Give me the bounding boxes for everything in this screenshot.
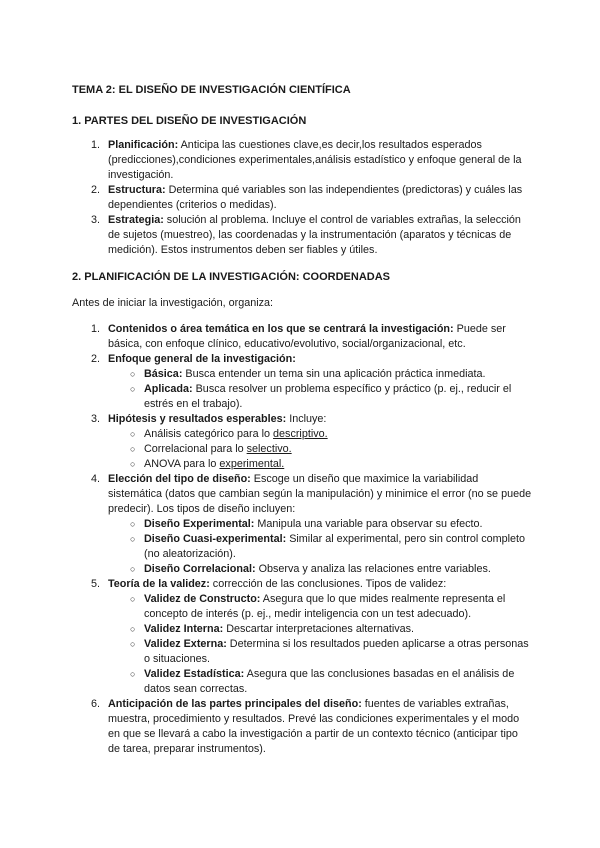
sub-text: Asegura que lo que mides realmente representa el concepto de interés (p. ej., medir inteligencia con un test adecuado). bbox=[144, 593, 506, 620]
list-item bbox=[72, 577, 532, 697]
item-text: solución al problema. Incluye el control de variables extrañas, la selección de sujetos (muestreo), las coordenadas y la instrumentación (aparatos y técnicas de medición). Estos instrumentos deben ser fiables y útiles. bbox=[108, 214, 521, 256]
bullet-icon: ○ bbox=[130, 669, 136, 679]
sub-text: Asegura que las conclusiones basadas en el análisis de datos sean correctas. bbox=[144, 668, 515, 695]
item-term: Enfoque general de la investigación: bbox=[108, 353, 296, 365]
section-2-intro: Antes de iniciar la investigación, organiza: bbox=[72, 297, 274, 309]
item-number: 6. bbox=[91, 698, 101, 710]
bullet-icon: ○ bbox=[130, 534, 136, 544]
sublist-item bbox=[108, 667, 532, 697]
item-term: Teoría de la validez: bbox=[108, 578, 210, 590]
sublist-item bbox=[108, 592, 532, 622]
item-number: 1. bbox=[91, 323, 101, 335]
item-term: Anticipación de las partes principales del diseño: bbox=[108, 698, 362, 710]
enfoque-sublist bbox=[108, 367, 532, 412]
sublist-item bbox=[108, 367, 532, 382]
bullet-icon: ○ bbox=[130, 459, 136, 469]
sub-text: Descartar interpretaciones alternativas. bbox=[223, 623, 415, 635]
sub-text: Similar al experimental, pero sin control completo (no aleatorización). bbox=[144, 533, 526, 560]
sub-link[interactable]: selectivo. bbox=[246, 443, 292, 455]
sub-term: Básica: bbox=[144, 368, 183, 380]
sublist-item bbox=[108, 457, 532, 472]
item-number: 3. bbox=[91, 413, 101, 425]
item-number: 2. bbox=[91, 353, 101, 365]
list-item bbox=[72, 322, 532, 352]
sub-text: Observa y analiza las relaciones entre variables. bbox=[255, 563, 491, 575]
sublist-item bbox=[108, 532, 532, 562]
bullet-icon: ○ bbox=[130, 639, 136, 649]
item-text: Anticipa las cuestiones clave,es decir,los resultados esperados (predicciones),condiciones experimentales,análisis estadístico y enfoque general de la investigación. bbox=[108, 139, 522, 181]
bullet-icon: ○ bbox=[130, 564, 136, 574]
item-text: Determina qué variables son las independientes (predictoras) y cuáles las dependientes (criterios o medidas). bbox=[108, 184, 523, 211]
sublist-item bbox=[108, 442, 532, 457]
sub-text: Manipula una variable para observar su efecto. bbox=[254, 518, 483, 530]
hipotesis-sublist bbox=[108, 427, 532, 472]
sub-text: Determina si los resultados pueden aplicarse a otras personas o situaciones. bbox=[144, 638, 529, 665]
item-text: Puede ser básica, con enfoque clínico, educativo/evolutivo, social/organizacional, etc. bbox=[108, 323, 506, 350]
item-number: 2. bbox=[91, 184, 101, 196]
sub-term: Validez Estadística: bbox=[144, 668, 245, 680]
bullet-icon: ○ bbox=[130, 519, 136, 529]
sublist-item bbox=[108, 637, 532, 667]
bullet-icon: ○ bbox=[130, 369, 136, 379]
sub-term: Diseño Cuasi-experimental: bbox=[144, 533, 287, 545]
item-text: corrección de las conclusiones. Tipos de validez: bbox=[209, 578, 447, 590]
sublist-item bbox=[108, 517, 532, 532]
item-term: Planificación: bbox=[108, 139, 179, 151]
sublist-item bbox=[108, 562, 532, 577]
item-number: 1. bbox=[91, 139, 101, 151]
list-item bbox=[72, 412, 532, 472]
list-item bbox=[72, 472, 532, 577]
item-number: 5. bbox=[91, 578, 101, 590]
list-item bbox=[72, 213, 532, 258]
item-term: Estructura: bbox=[108, 184, 166, 196]
bullet-icon: ○ bbox=[130, 444, 136, 454]
list-item bbox=[72, 697, 532, 757]
sub-term: Validez Interna: bbox=[144, 623, 224, 635]
validez-sublist bbox=[108, 592, 532, 697]
section-2-heading: 2. PLANIFICACIÓN DE LA INVESTIGACIÓN: COORDENADAS bbox=[72, 271, 390, 283]
item-number: 4. bbox=[91, 473, 101, 485]
item-term: Hipótesis y resultados esperables: bbox=[108, 413, 287, 425]
sub-link[interactable]: descriptivo. bbox=[273, 428, 328, 440]
disenos-sublist bbox=[108, 517, 532, 577]
section-1-heading: 1. PARTES DEL DISEÑO DE INVESTIGACIÓN bbox=[72, 115, 307, 127]
sub-text: Correlacional para lo bbox=[144, 443, 247, 455]
section-1-list bbox=[72, 138, 532, 258]
sublist-item bbox=[108, 382, 532, 412]
bullet-icon: ○ bbox=[130, 384, 136, 394]
sub-link[interactable]: experimental. bbox=[219, 458, 285, 470]
item-text: Escoge un diseño que maximice la variabilidad sistemática (datos que cambian según la manipulación) y minimice el error (no se puede predecir). Los tipos de diseño incluyen: bbox=[108, 473, 532, 515]
sub-term: Diseño Experimental: bbox=[144, 518, 255, 530]
sub-text: Análisis categórico para lo bbox=[144, 428, 274, 440]
sub-text: Busca resolver un problema específico y práctico (p. ej., reducir el estrés en el trabajo). bbox=[144, 383, 512, 410]
document-title: TEMA 2: EL DISEÑO DE INVESTIGACIÓN CIENTÍFICA bbox=[72, 84, 351, 96]
sub-term: Diseño Correlacional: bbox=[144, 563, 256, 575]
sublist-item bbox=[108, 427, 532, 442]
sub-term: Aplicada: bbox=[144, 383, 193, 395]
item-number: 3. bbox=[91, 214, 101, 226]
item-term: Contenidos o área temática en los que se centrará la investigación: bbox=[108, 323, 454, 335]
item-term: Estrategia: bbox=[108, 214, 164, 226]
list-item bbox=[72, 138, 532, 183]
bullet-icon: ○ bbox=[130, 594, 136, 604]
sub-text: Busca entender un tema sin una aplicación práctica inmediata. bbox=[182, 368, 486, 380]
bullet-icon: ○ bbox=[130, 624, 136, 634]
section-2-list bbox=[72, 322, 532, 757]
item-term: Elección del tipo de diseño: bbox=[108, 473, 251, 485]
sub-text: ANOVA para lo bbox=[144, 458, 220, 470]
item-text: fuentes de variables extrañas, muestra, procedimiento y resultados. Prevé las condiciones experimentales y el modo en que se llevará a cabo la investigación a partir de un contexto técnico (anticipar tipo de tarea, preparar instrumentos). bbox=[108, 698, 520, 755]
bullet-icon: ○ bbox=[130, 429, 136, 439]
list-item bbox=[72, 352, 532, 412]
sub-term: Validez Externa: bbox=[144, 638, 227, 650]
item-text: Incluye: bbox=[286, 413, 327, 425]
list-item bbox=[72, 183, 532, 213]
sub-term: Validez de Constructo: bbox=[144, 593, 261, 605]
sublist-item bbox=[108, 622, 532, 637]
